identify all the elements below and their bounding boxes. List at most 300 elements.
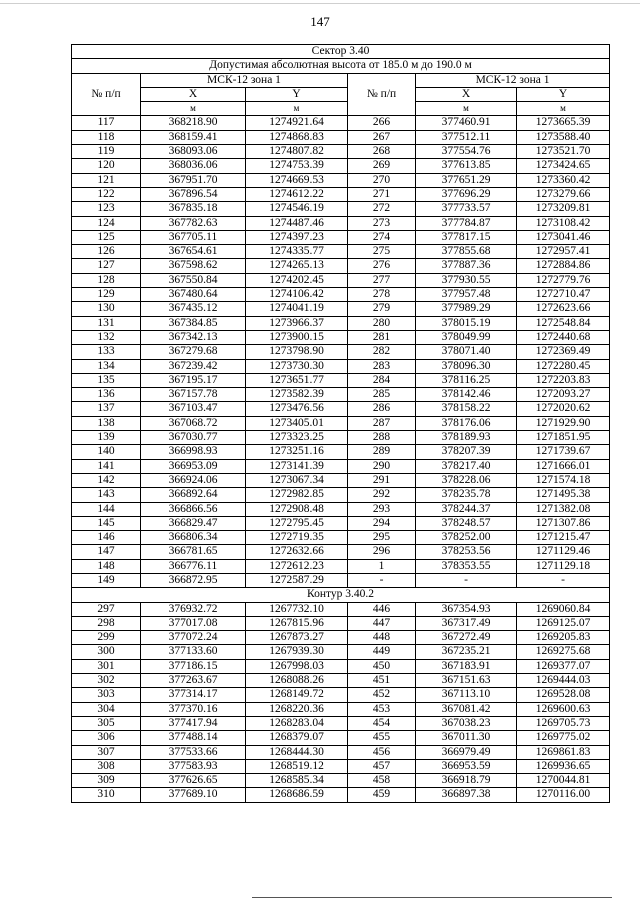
- x-right: 367038.23: [416, 716, 517, 730]
- x-right: 377651.29: [416, 173, 517, 187]
- x-left: 367705.11: [141, 230, 246, 244]
- y-right: 1272369.49: [517, 345, 610, 359]
- y-left: 1272632.66: [246, 545, 348, 559]
- point-num-left: 123: [72, 202, 141, 216]
- point-num-left: 149: [72, 573, 141, 587]
- y-left: 1273730.30: [246, 359, 348, 373]
- y-left: 1273067.34: [246, 473, 348, 487]
- table-row: [72, 545, 610, 559]
- x-right: 378253.56: [416, 545, 517, 559]
- x-left: 367103.47: [141, 402, 246, 416]
- table-row: [72, 388, 610, 402]
- y-right: 1271666.01: [517, 459, 610, 473]
- x-right: -: [416, 573, 517, 587]
- x-right: 378071.40: [416, 345, 517, 359]
- point-num-left: 137: [72, 402, 141, 416]
- x-right: 366897.38: [416, 788, 517, 802]
- y-right: 1269936.65: [517, 759, 610, 773]
- point-num-right: 446: [348, 602, 416, 616]
- y-left: 1273476.56: [246, 402, 348, 416]
- page-number: 147: [310, 14, 330, 29]
- y-right: 1269775.02: [517, 731, 610, 745]
- x-right: 367272.49: [416, 631, 517, 645]
- point-num-left: 307: [72, 745, 141, 759]
- y-left: 1268379.07: [246, 731, 348, 745]
- point-num-right: 292: [348, 488, 416, 502]
- point-num-left: 117: [72, 116, 141, 130]
- point-num-left: 309: [72, 774, 141, 788]
- point-num-left: 308: [72, 759, 141, 773]
- table-row: [72, 488, 610, 502]
- x-left: 377488.14: [141, 731, 246, 745]
- y-header-right: Y: [517, 87, 610, 101]
- x-left: 367896.54: [141, 187, 246, 201]
- table-row: [72, 302, 610, 316]
- y-right: 1270044.81: [517, 774, 610, 788]
- table-row: [72, 645, 610, 659]
- table-row: [72, 202, 610, 216]
- y-left: 1268444.30: [246, 745, 348, 759]
- contour-rows: [72, 602, 610, 802]
- y-left: 1273900.15: [246, 330, 348, 344]
- point-num-left: 138: [72, 416, 141, 430]
- y-left: 1268149.72: [246, 688, 348, 702]
- x-left: 367279.68: [141, 345, 246, 359]
- point-num-left: 298: [72, 616, 141, 630]
- x-left: 377417.94: [141, 716, 246, 730]
- point-num-left: 310: [72, 788, 141, 802]
- y-right: 1269377.07: [517, 659, 610, 673]
- point-num-right: 449: [348, 645, 416, 659]
- point-num-right: 281: [348, 330, 416, 344]
- point-num-left: 134: [72, 359, 141, 373]
- x-left: 377370.16: [141, 702, 246, 716]
- y-left: 1274753.39: [246, 159, 348, 173]
- top-border-line: [0, 3, 640, 4]
- point-num-left: 305: [72, 716, 141, 730]
- point-num-left: 140: [72, 445, 141, 459]
- y-left: 1274487.46: [246, 216, 348, 230]
- table-row: [72, 731, 610, 745]
- y-left: 1273651.77: [246, 373, 348, 387]
- point-num-right: 272: [348, 202, 416, 216]
- x-left: 377314.17: [141, 688, 246, 702]
- x-left: 367195.17: [141, 373, 246, 387]
- table-row: [72, 330, 610, 344]
- y-left: 1272982.85: [246, 488, 348, 502]
- y-right: 1271851.95: [517, 431, 610, 445]
- y-left: 1268519.12: [246, 759, 348, 773]
- table-row: [72, 402, 610, 416]
- y-left: 1273405.01: [246, 416, 348, 430]
- x-right: 378049.99: [416, 330, 517, 344]
- system-header-left: МСК-12 зона 1: [141, 73, 348, 87]
- table-row: [72, 616, 610, 630]
- y-left: 1274612.22: [246, 187, 348, 201]
- point-num-left: 136: [72, 388, 141, 402]
- point-num-left: 127: [72, 259, 141, 273]
- x-left: 367480.64: [141, 288, 246, 302]
- y-left: 1274041.19: [246, 302, 348, 316]
- y-left: 1273966.37: [246, 316, 348, 330]
- x-left: 367654.61: [141, 245, 246, 259]
- y-left: 1272795.45: [246, 516, 348, 530]
- system-header-right: МСК-12 зона 1: [416, 73, 610, 87]
- x-right: 378189.93: [416, 431, 517, 445]
- y-left: 1273251.16: [246, 445, 348, 459]
- x-header-left: X: [141, 87, 246, 101]
- table-row: [72, 759, 610, 773]
- x-left: 366806.34: [141, 531, 246, 545]
- table-row: [72, 159, 610, 173]
- table-row: [72, 431, 610, 445]
- x-left: 368036.06: [141, 159, 246, 173]
- table-row: [72, 774, 610, 788]
- point-num-right: 283: [348, 359, 416, 373]
- y-right: 1272884.86: [517, 259, 610, 273]
- x-right: 366979.49: [416, 745, 517, 759]
- x-right: 378235.78: [416, 488, 517, 502]
- x-left: 366866.56: [141, 502, 246, 516]
- x-right: 378015.19: [416, 316, 517, 330]
- x-right: 367113.10: [416, 688, 517, 702]
- point-num-left: 126: [72, 245, 141, 259]
- point-num-right: 293: [348, 502, 416, 516]
- table-row: [72, 473, 610, 487]
- x-left: 366892.64: [141, 488, 246, 502]
- point-num-right: 278: [348, 288, 416, 302]
- unit-y-left: м: [246, 102, 348, 116]
- point-num-right: 448: [348, 631, 416, 645]
- x-left: 377689.10: [141, 788, 246, 802]
- y-right: 1272548.84: [517, 316, 610, 330]
- y-left: 1268220.36: [246, 702, 348, 716]
- y-right: 1272020.62: [517, 402, 610, 416]
- y-right: 1272203.83: [517, 373, 610, 387]
- point-num-right: 275: [348, 245, 416, 259]
- point-num-right: 456: [348, 745, 416, 759]
- point-num-left: 306: [72, 731, 141, 745]
- table-row: [72, 674, 610, 688]
- point-num-right: 459: [348, 788, 416, 802]
- y-left: 1267815.96: [246, 616, 348, 630]
- point-num-right: 451: [348, 674, 416, 688]
- x-right: 377460.91: [416, 116, 517, 130]
- point-num-left: 144: [72, 502, 141, 516]
- x-right: 378244.37: [416, 502, 517, 516]
- y-right: 1272440.68: [517, 330, 610, 344]
- x-right: 378353.55: [416, 559, 517, 573]
- altitude-note: Допустимая абсолютная высота от 185.0 м до 190.0 м: [72, 59, 610, 73]
- table-row: [72, 373, 610, 387]
- point-num-right: 295: [348, 531, 416, 545]
- y-right: 1269705.73: [517, 716, 610, 730]
- x-left: 367068.72: [141, 416, 246, 430]
- x-right: 377989.29: [416, 302, 517, 316]
- point-num-left: 121: [72, 173, 141, 187]
- y-right: 1273665.39: [517, 116, 610, 130]
- x-left: 366781.65: [141, 545, 246, 559]
- table-row: [72, 359, 610, 373]
- x-right: 377784.87: [416, 216, 517, 230]
- point-num-left: 139: [72, 431, 141, 445]
- x-right: 367354.93: [416, 602, 517, 616]
- point-num-left: 133: [72, 345, 141, 359]
- x-right: 367011.30: [416, 731, 517, 745]
- y-right: 1273209.81: [517, 202, 610, 216]
- point-num-right: 457: [348, 759, 416, 773]
- point-num-right: 287: [348, 416, 416, 430]
- x-right: 378228.06: [416, 473, 517, 487]
- x-left: 368218.90: [141, 116, 246, 130]
- point-num-right: 291: [348, 473, 416, 487]
- bottom-rule: [252, 897, 612, 898]
- x-right: 366918.79: [416, 774, 517, 788]
- y-left: 1274669.53: [246, 173, 348, 187]
- table-row: [72, 259, 610, 273]
- y-left: 1274202.45: [246, 273, 348, 287]
- point-num-left: 300: [72, 645, 141, 659]
- x-right: 378217.40: [416, 459, 517, 473]
- point-num-right: 274: [348, 230, 416, 244]
- point-num-left: 129: [72, 288, 141, 302]
- table-row: [72, 688, 610, 702]
- y-left: 1273141.39: [246, 459, 348, 473]
- table-row: [72, 288, 610, 302]
- point-num-right: 270: [348, 173, 416, 187]
- x-left: 367835.18: [141, 202, 246, 216]
- point-num-right: 296: [348, 545, 416, 559]
- num-header-right: № п/п: [348, 73, 416, 116]
- x-right: 378248.57: [416, 516, 517, 530]
- point-num-right: 284: [348, 373, 416, 387]
- x-left: 367435.12: [141, 302, 246, 316]
- point-num-left: 125: [72, 230, 141, 244]
- point-num-left: 131: [72, 316, 141, 330]
- y-right: 1272710.47: [517, 288, 610, 302]
- point-num-right: 271: [348, 187, 416, 201]
- y-right: 1273360.42: [517, 173, 610, 187]
- x-right: 377733.57: [416, 202, 517, 216]
- y-right: 1269275.68: [517, 645, 610, 659]
- x-left: 366829.47: [141, 516, 246, 530]
- point-num-right: 454: [348, 716, 416, 730]
- sector-rows: [72, 116, 610, 588]
- unit-y-right: м: [517, 102, 610, 116]
- y-right: 1272779.76: [517, 273, 610, 287]
- point-num-right: 286: [348, 402, 416, 416]
- point-num-right: 453: [348, 702, 416, 716]
- x-left: 377017.08: [141, 616, 246, 630]
- table-row: [72, 602, 610, 616]
- y-left: 1267873.27: [246, 631, 348, 645]
- point-num-left: 299: [72, 631, 141, 645]
- y-left: 1272908.48: [246, 502, 348, 516]
- x-left: 367157.78: [141, 388, 246, 402]
- y-left: 1274546.19: [246, 202, 348, 216]
- x-left: 367550.84: [141, 273, 246, 287]
- x-left: 366872.95: [141, 573, 246, 587]
- table-row: [72, 145, 610, 159]
- x-right: 367081.42: [416, 702, 517, 716]
- x-right: 367235.21: [416, 645, 517, 659]
- unit-x-right: м: [416, 102, 517, 116]
- point-num-left: 130: [72, 302, 141, 316]
- table-row: [72, 502, 610, 516]
- y-right: 1272280.45: [517, 359, 610, 373]
- table-row: [72, 445, 610, 459]
- point-num-left: 142: [72, 473, 141, 487]
- y-right: 1269205.83: [517, 631, 610, 645]
- point-num-left: 135: [72, 373, 141, 387]
- y-right: 1269861.83: [517, 745, 610, 759]
- table-row: [72, 130, 610, 144]
- y-right: 1271129.46: [517, 545, 610, 559]
- y-left: 1274335.77: [246, 245, 348, 259]
- y-left: 1267939.30: [246, 645, 348, 659]
- y-right: 1271739.67: [517, 445, 610, 459]
- table-row: [72, 230, 610, 244]
- table-row: [72, 245, 610, 259]
- x-left: 377133.60: [141, 645, 246, 659]
- point-num-left: 122: [72, 187, 141, 201]
- point-num-left: 128: [72, 273, 141, 287]
- point-num-right: 269: [348, 159, 416, 173]
- x-left: 366998.93: [141, 445, 246, 459]
- table-row: [72, 559, 610, 573]
- point-num-right: 294: [348, 516, 416, 530]
- point-num-left: 119: [72, 145, 141, 159]
- x-right: 377613.85: [416, 159, 517, 173]
- point-num-right: 280: [348, 316, 416, 330]
- table-row: [72, 173, 610, 187]
- point-num-right: 447: [348, 616, 416, 630]
- table-row: [72, 573, 610, 587]
- table-row: [72, 216, 610, 230]
- y-right: 1271382.08: [517, 502, 610, 516]
- y-right: 1271307.86: [517, 516, 610, 530]
- y-right: 1269444.03: [517, 674, 610, 688]
- x-left: 377626.65: [141, 774, 246, 788]
- y-left: 1274397.23: [246, 230, 348, 244]
- point-num-left: 146: [72, 531, 141, 545]
- x-header-right: X: [416, 87, 517, 101]
- y-right: 1271129.18: [517, 559, 610, 573]
- y-right: 1271929.90: [517, 416, 610, 430]
- point-num-right: 277: [348, 273, 416, 287]
- table-row: [72, 531, 610, 545]
- x-left: 377533.66: [141, 745, 246, 759]
- point-num-right: 455: [348, 731, 416, 745]
- y-left: 1274265.13: [246, 259, 348, 273]
- y-right: 1271495.38: [517, 488, 610, 502]
- y-right: 1273279.66: [517, 187, 610, 201]
- table-row: [72, 187, 610, 201]
- point-num-right: 268: [348, 145, 416, 159]
- table-row: [72, 459, 610, 473]
- point-num-left: 302: [72, 674, 141, 688]
- x-left: 368159.41: [141, 130, 246, 144]
- point-num-left: 147: [72, 545, 141, 559]
- x-right: 367183.91: [416, 659, 517, 673]
- point-num-left: 145: [72, 516, 141, 530]
- table-row: [72, 745, 610, 759]
- point-num-left: 132: [72, 330, 141, 344]
- table-row: [72, 316, 610, 330]
- unit-x-left: м: [141, 102, 246, 116]
- y-left: 1268686.59: [246, 788, 348, 802]
- point-num-right: 1: [348, 559, 416, 573]
- point-num-left: 304: [72, 702, 141, 716]
- x-left: 367598.62: [141, 259, 246, 273]
- y-left: 1267732.10: [246, 602, 348, 616]
- point-num-left: 118: [72, 130, 141, 144]
- y-left: 1272719.35: [246, 531, 348, 545]
- point-num-left: 301: [72, 659, 141, 673]
- table-row: [72, 631, 610, 645]
- table-row: [72, 716, 610, 730]
- x-left: 367384.85: [141, 316, 246, 330]
- x-right: 378176.06: [416, 416, 517, 430]
- num-header-left: № п/п: [72, 73, 141, 116]
- x-left: 367782.63: [141, 216, 246, 230]
- x-right: 378207.39: [416, 445, 517, 459]
- point-num-right: 279: [348, 302, 416, 316]
- sector-title: Сектор 3.40: [72, 45, 610, 59]
- table-row: [72, 788, 610, 802]
- x-right: 377817.15: [416, 230, 517, 244]
- x-right: 378096.30: [416, 359, 517, 373]
- point-num-right: 288: [348, 431, 416, 445]
- point-num-right: -: [348, 573, 416, 587]
- x-right: 378158.22: [416, 402, 517, 416]
- table-row: [72, 516, 610, 530]
- y-right: 1270116.00: [517, 788, 610, 802]
- x-left: 367030.77: [141, 431, 246, 445]
- x-left: 377072.24: [141, 631, 246, 645]
- x-right: 367317.49: [416, 616, 517, 630]
- y-left: 1274106.42: [246, 288, 348, 302]
- point-num-right: 452: [348, 688, 416, 702]
- y-right: 1273588.40: [517, 130, 610, 144]
- x-left: 367239.42: [141, 359, 246, 373]
- point-num-right: 458: [348, 774, 416, 788]
- point-num-right: 289: [348, 445, 416, 459]
- y-left: 1272612.23: [246, 559, 348, 573]
- point-num-right: 276: [348, 259, 416, 273]
- x-right: 366953.59: [416, 759, 517, 773]
- x-right: 378252.00: [416, 531, 517, 545]
- y-right: 1273108.42: [517, 216, 610, 230]
- point-num-left: 303: [72, 688, 141, 702]
- x-right: 377696.29: [416, 187, 517, 201]
- y-left: 1274807.82: [246, 145, 348, 159]
- x-right: 377930.55: [416, 273, 517, 287]
- point-num-right: 282: [348, 345, 416, 359]
- y-right: 1273521.70: [517, 145, 610, 159]
- y-right: 1269060.84: [517, 602, 610, 616]
- point-num-right: 267: [348, 130, 416, 144]
- table-row: [72, 416, 610, 430]
- x-right: 377512.11: [416, 130, 517, 144]
- table-row: [72, 659, 610, 673]
- point-num-right: 273: [348, 216, 416, 230]
- point-num-left: 124: [72, 216, 141, 230]
- coordinates-table: [71, 44, 610, 803]
- y-right: 1271574.18: [517, 473, 610, 487]
- y-left: 1273798.90: [246, 345, 348, 359]
- x-right: 378116.25: [416, 373, 517, 387]
